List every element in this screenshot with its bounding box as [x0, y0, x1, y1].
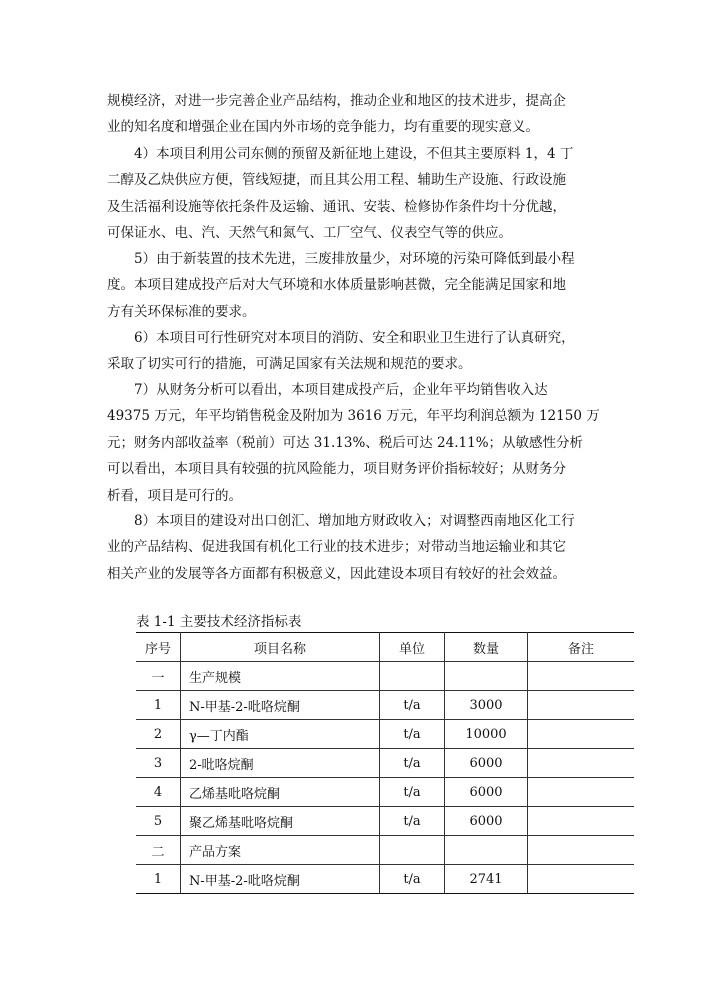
text-line: 相关产业的发展等各方面都有积极意义，因此建设本项目有较好的社会效益。: [107, 565, 566, 582]
cell-qty: [445, 662, 528, 691]
paragraph-item-6: [107, 325, 604, 378]
header-name: 项目名称: [181, 633, 380, 662]
header-no: 序号: [136, 633, 181, 662]
cell-note: [528, 691, 635, 720]
cell-note: [528, 836, 635, 865]
header-note: 备注: [528, 633, 635, 662]
cell-note: [528, 720, 635, 749]
text-line: 6）本项目可行性研究对本项目的消防、安全和职业卫生进行了认真研究，: [107, 330, 575, 346]
cell-name: 乙烯基吡咯烷酮: [181, 778, 380, 807]
table-row: [136, 720, 634, 749]
paragraph-item-4: [107, 141, 604, 247]
table-row: [136, 662, 634, 691]
text-line: 度。本项目建成投产后对大气环境和水体质量影响甚微，完全能满足国家和地: [107, 277, 566, 294]
cell-qty: 3000: [445, 691, 528, 720]
text-line: 及生活福利设施等依托条件及运输、通讯、安装、检修协作条件均十分优越，: [107, 198, 566, 215]
cell-no: 1: [136, 865, 181, 894]
cell-qty: 2741: [445, 865, 528, 894]
cell-qty: [445, 836, 528, 865]
cell-unit: t/a: [380, 778, 445, 807]
text-line: 49375 万元，年平均销售税金及附加为 3616 万元，年平均利润总额为 12150 万: [107, 408, 600, 425]
cell-no: 3: [136, 749, 181, 778]
table-row: [136, 778, 634, 807]
cell-no: 1: [136, 691, 181, 720]
text-line: 可保证水、电、汽、天然气和氮气、工厂空气、仪表空气等的供应。: [107, 225, 512, 242]
text-line: 7）从财务分析可以看出，本项目建成投产后，企业年平均销售收入达: [107, 382, 548, 398]
cell-note: [528, 807, 635, 836]
cell-name: N-甲基-2-吡咯烷酮: [181, 691, 380, 720]
cell-note: [528, 865, 635, 894]
cell-no: 二: [136, 836, 181, 865]
text-line: 业的产品结构、促进我国有机化工行业的技术进步；对带动当地运输业和其它: [107, 539, 566, 556]
cell-qty: 6000: [445, 749, 528, 778]
table-row: [136, 865, 634, 894]
cell-no: 5: [136, 807, 181, 836]
header-unit: 单位: [380, 633, 445, 662]
cell-unit: [380, 662, 445, 691]
paragraph-scale-economy: [107, 88, 604, 141]
cell-unit: t/a: [380, 807, 445, 836]
cell-unit: t/a: [380, 749, 445, 778]
table-row: [136, 807, 634, 836]
cell-qty: 10000: [445, 720, 528, 749]
indicator-table: [136, 632, 634, 894]
text-line: 采取了切实可行的措施，可满足国家有关法规和规范的要求。: [107, 356, 472, 373]
table-row: [136, 749, 634, 778]
text-line: 析看，项目是可行的。: [107, 487, 242, 504]
text-line: 8）本项目的建设对出口创汇、增加地方财政收入；对调整西南地区化工行: [107, 513, 575, 529]
table-row: [136, 691, 634, 720]
cell-note: [528, 662, 635, 691]
text-line: 5）由于新装置的技术先进，三废排放量少，对环境的污染可降低到最小程: [107, 251, 575, 267]
cell-name: 聚乙烯基吡咯烷酮: [181, 807, 380, 836]
cell-note: [528, 749, 635, 778]
cell-unit: [380, 836, 445, 865]
cell-no: 2: [136, 720, 181, 749]
cell-note: [528, 778, 635, 807]
cell-unit: t/a: [380, 720, 445, 749]
text-line: 规模经济，对进一步完善企业产品结构，推动企业和地区的技术进步，提高企: [107, 93, 566, 109]
paragraph-item-5: [107, 246, 604, 325]
text-line: 方有关环保标准的要求。: [107, 303, 256, 320]
table-row: [136, 836, 634, 865]
text-line: 业的知名度和增强企业在国内外市场的竞争能力，均有重要的现实意义。: [107, 119, 539, 136]
text-line: 4）本项目利用公司东侧的预留及新征地上建设，不但其主要原料 1，4 丁: [107, 146, 574, 162]
text-line: 可以看出，本项目具有较强的抗风险能力，项目财务评价指标较好；从财务分: [107, 461, 566, 478]
cell-qty: 6000: [445, 778, 528, 807]
paragraph-item-7: [107, 377, 604, 509]
header-qty: 数量: [445, 633, 528, 662]
text-line: 二醇及乙炔供应方便，管线短捷，而且其公用工程、辅助生产设施、行政设施: [107, 172, 566, 189]
cell-name: γ—丁内酯: [181, 720, 380, 749]
cell-qty: 6000: [445, 807, 528, 836]
text-line: 元；财务内部收益率（税前）可达 31.13%、税后可达 24.11%；从敏感性分析: [107, 434, 584, 451]
cell-name: 2-吡咯烷酮: [181, 749, 380, 778]
table-header-row: [136, 633, 634, 662]
table-caption: 表 1-1 主要技术经济指标表: [136, 614, 302, 630]
cell-no: 一: [136, 662, 181, 691]
cell-name: 生产规模: [181, 662, 380, 691]
paragraph-item-8: [107, 508, 604, 587]
cell-name: N-甲基-2-吡咯烷酮: [181, 865, 380, 894]
cell-unit: t/a: [380, 865, 445, 894]
cell-no: 4: [136, 778, 181, 807]
cell-unit: t/a: [380, 691, 445, 720]
cell-name: 产品方案: [181, 836, 380, 865]
